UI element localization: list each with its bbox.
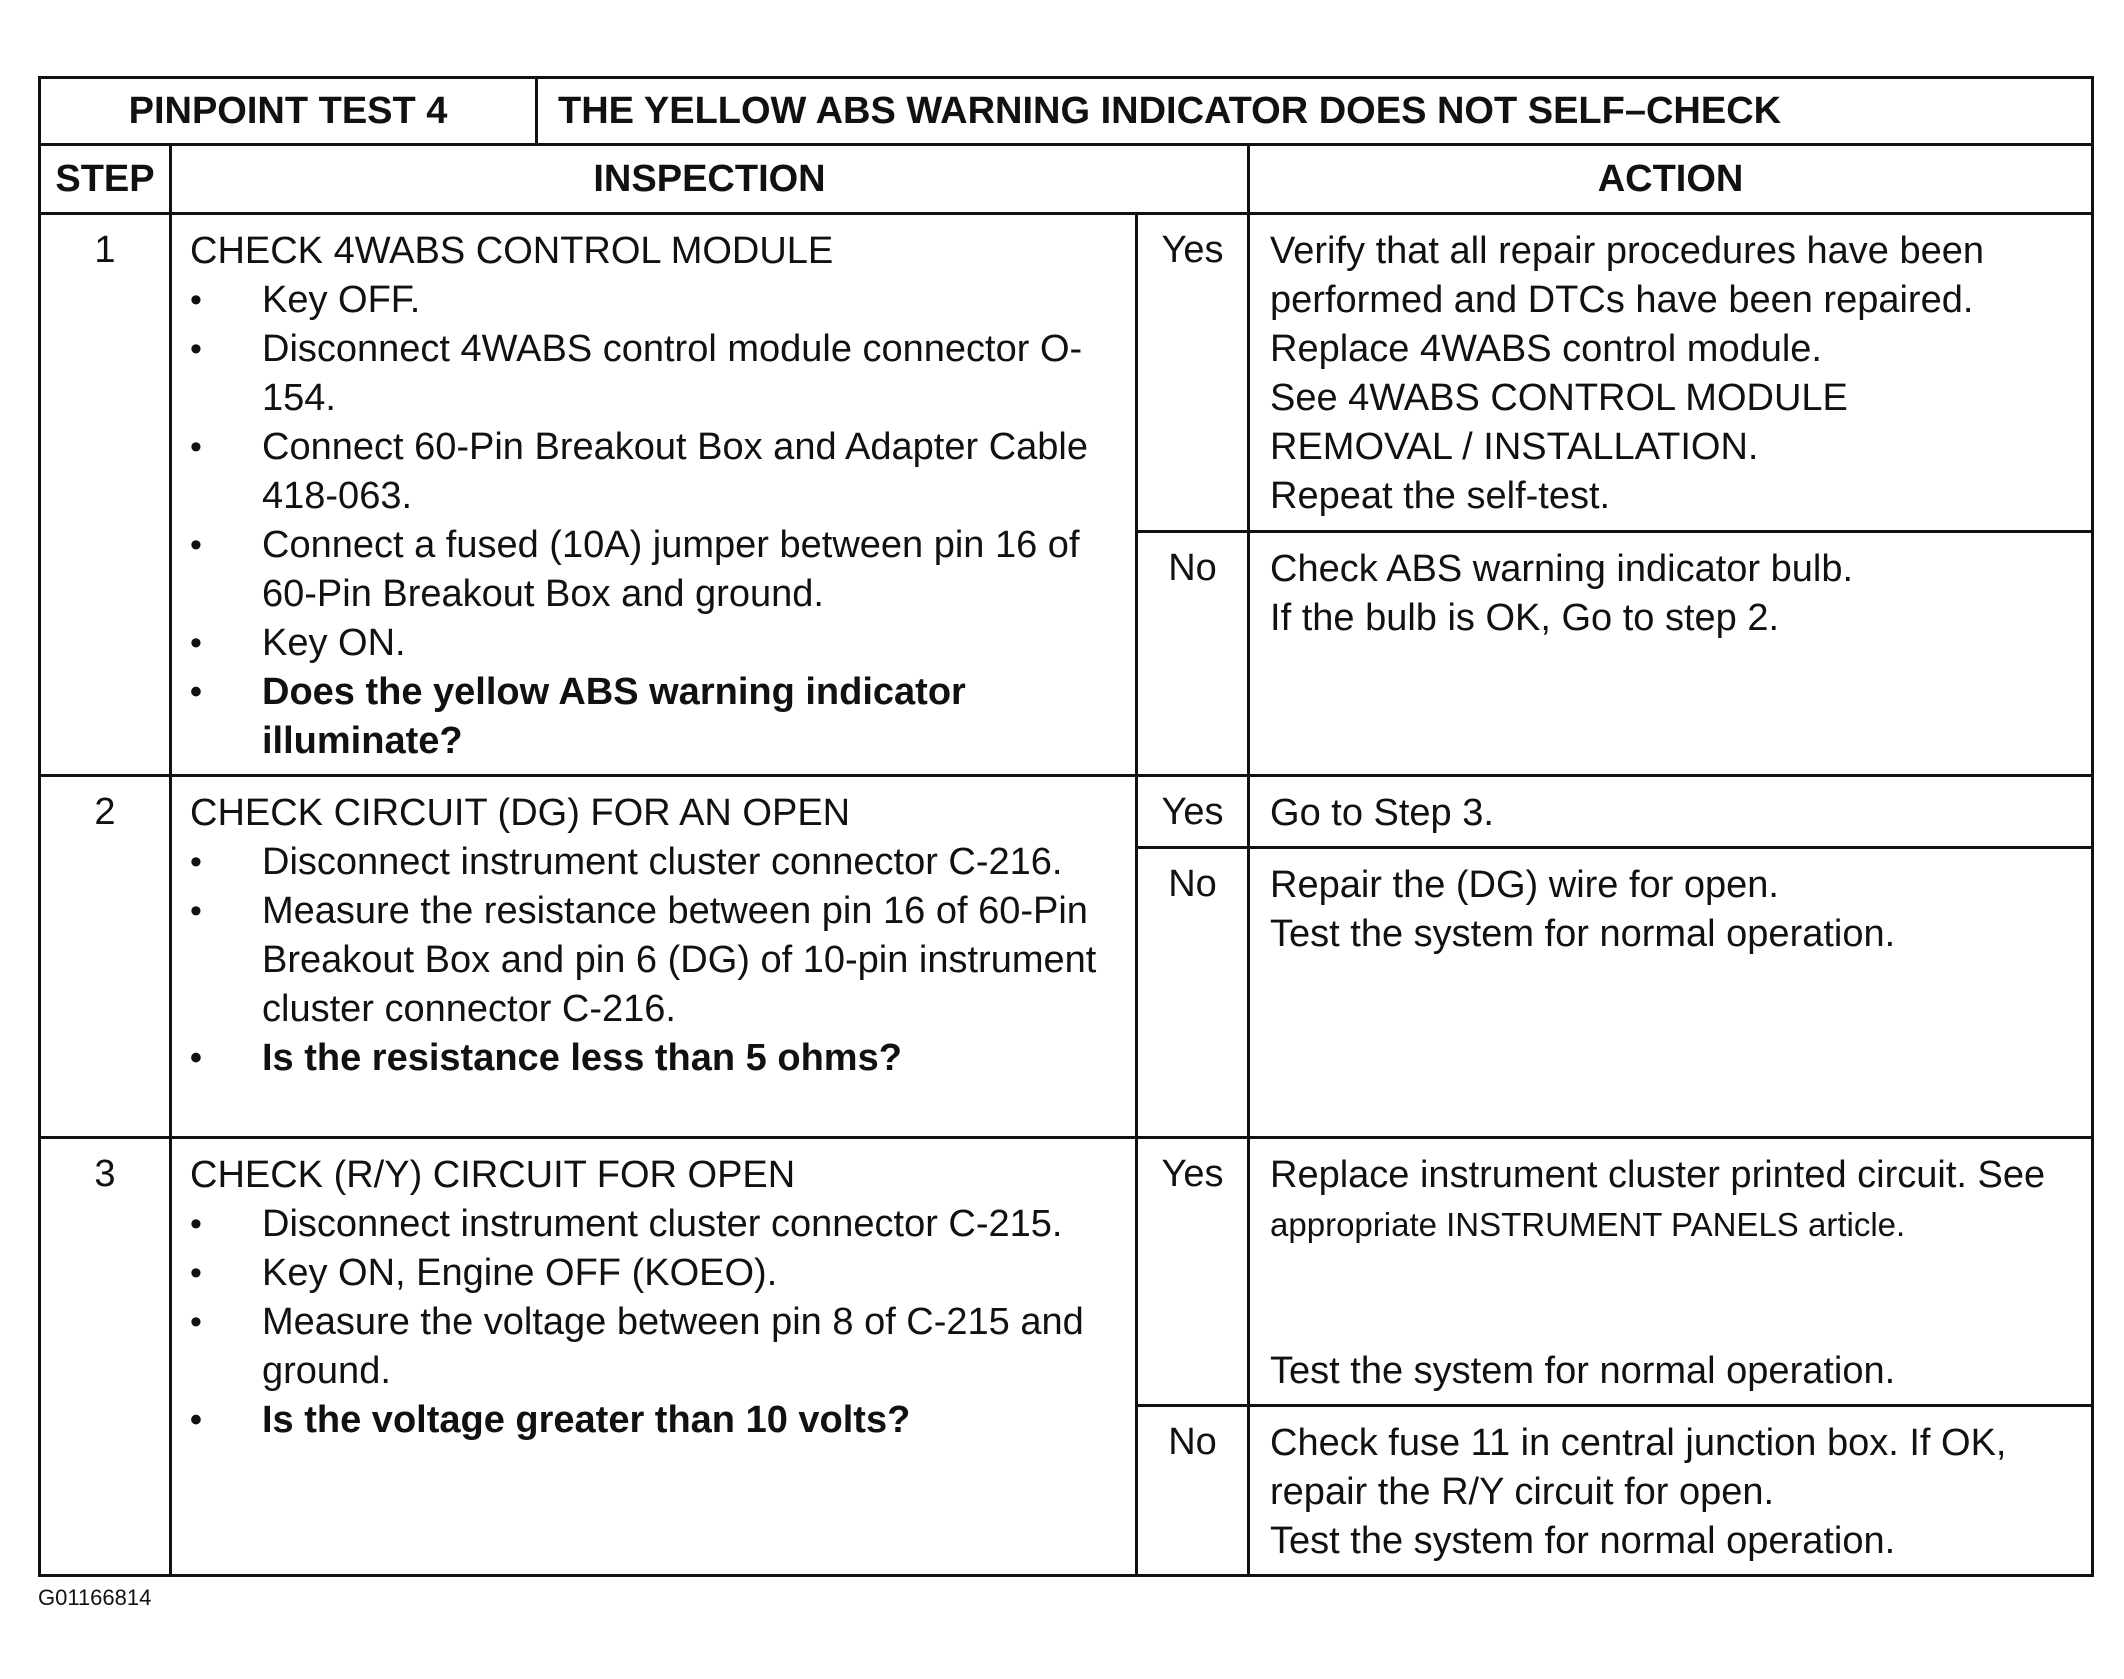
figure-id: G01166814 — [38, 1585, 152, 1610]
action-line: repair the R/Y circuit for open. — [1270, 1471, 1775, 1513]
action-line: See 4WABS CONTROL MODULE — [1270, 377, 1848, 419]
pinpoint-test-sheet — [38, 76, 2091, 1577]
action-line: Check fuse 11 in central junction box. If OK, — [1270, 1422, 2007, 1464]
inspection-bullet: • Measure the voltage between pin 8 of C-215 and ground. — [190, 1298, 1125, 1396]
yes-label: Yes — [1137, 776, 1249, 848]
inspection-cell — [171, 214, 1137, 776]
action-line: Replace 4WABS control module. — [1270, 328, 1822, 370]
action-line: appropriate INSTRUMENT PANELS article. — [1270, 1206, 1906, 1243]
yes-label: Yes — [1137, 1138, 1249, 1406]
no-action — [1249, 532, 2093, 776]
inspection-question: • Is the resistance less than 5 ohms? — [190, 1034, 1125, 1083]
action-line: Test the system for normal operation. — [1270, 1520, 1896, 1562]
inspection-question: • Does the yellow ABS warning indicator illuminate? — [190, 668, 1125, 766]
action-line: If the bulb is OK, Go to step 2. — [1270, 597, 1780, 640]
inspection-cell — [171, 776, 1137, 1138]
inspection-list — [190, 1200, 1125, 1445]
inspection-list — [190, 276, 1125, 766]
step-row — [40, 1138, 2093, 1406]
action-line: Test the system for normal operation. — [1270, 1350, 1896, 1392]
inspection-cell — [171, 1138, 1137, 1576]
test-label: PINPOINT TEST 4 — [40, 78, 537, 145]
column-header-inspection: INSPECTION — [171, 145, 1249, 214]
action-line: Repeat the self-test. — [1270, 475, 1611, 517]
action-line: Verify that all repair procedures have been — [1270, 230, 1984, 272]
step-row — [40, 776, 2093, 848]
inspection-bullet: • Connect a fused (10A) jumper between pin 16 of 60-Pin Breakout Box and ground. — [190, 521, 1125, 619]
inspection-bullet: • Disconnect instrument cluster connector C-216. — [190, 838, 1125, 887]
inspection-heading: CHECK 4WABS CONTROL MODULE — [190, 230, 834, 272]
inspection-bullet: • Key OFF. — [190, 276, 1125, 325]
no-label: No — [1137, 532, 1249, 776]
yes-label: Yes — [1137, 214, 1249, 532]
inspection-bullet: • Disconnect 4WABS control module connector O-154. — [190, 325, 1125, 423]
inspection-bullet: • Connect 60-Pin Breakout Box and Adapter Cable 418-063. — [190, 423, 1125, 521]
inspection-heading: CHECK CIRCUIT (DG) FOR AN OPEN — [190, 792, 851, 834]
step-row — [40, 214, 2093, 532]
yes-action — [1249, 1138, 2093, 1406]
step-number: 3 — [40, 1138, 171, 1576]
column-header-row — [40, 145, 2093, 214]
step-number: 2 — [40, 776, 171, 1138]
inspection-question: • Is the voltage greater than 10 volts? — [190, 1396, 1125, 1445]
action-line: Test the system for normal operation. — [1270, 913, 1896, 955]
inspection-heading: CHECK (R/Y) CIRCUIT FOR OPEN — [190, 1154, 796, 1196]
test-title: THE YELLOW ABS WARNING INDICATOR DOES NOT SELF–CHECK — [537, 78, 2093, 145]
column-header-action: ACTION — [1249, 145, 2093, 214]
no-label: No — [1137, 1406, 1249, 1576]
inspection-list — [190, 838, 1125, 1083]
title-row — [40, 78, 2093, 145]
action-line: Check ABS warning indicator bulb. — [1270, 548, 1854, 591]
yes-action — [1249, 776, 2093, 848]
pinpoint-test-table — [38, 76, 2094, 1577]
step-number: 1 — [40, 214, 171, 776]
yes-action — [1249, 214, 2093, 532]
no-action — [1249, 848, 2093, 1138]
no-label: No — [1137, 848, 1249, 1138]
inspection-bullet: • Key ON, Engine OFF (KOEO). — [190, 1249, 1125, 1298]
no-action — [1249, 1406, 2093, 1576]
inspection-bullet: • Measure the resistance between pin 16 of 60-Pin Breakout Box and pin 6 (DG) of 10-pin instrument cluster connector C-216. — [190, 887, 1125, 1034]
inspection-bullet: • Key ON. — [190, 619, 1125, 668]
action-line: REMOVAL / INSTALLATION. — [1270, 426, 1759, 468]
action-line: Repair the (DG) wire for open. — [1270, 864, 1779, 906]
inspection-bullet: • Disconnect instrument cluster connector C-215. — [190, 1200, 1125, 1249]
column-header-step: STEP — [40, 145, 171, 214]
action-line: performed and DTCs have been repaired. — [1270, 279, 1974, 321]
action-line: Replace instrument cluster printed circuit. See — [1270, 1154, 2046, 1196]
action-line: Go to Step 3. — [1270, 792, 1494, 834]
